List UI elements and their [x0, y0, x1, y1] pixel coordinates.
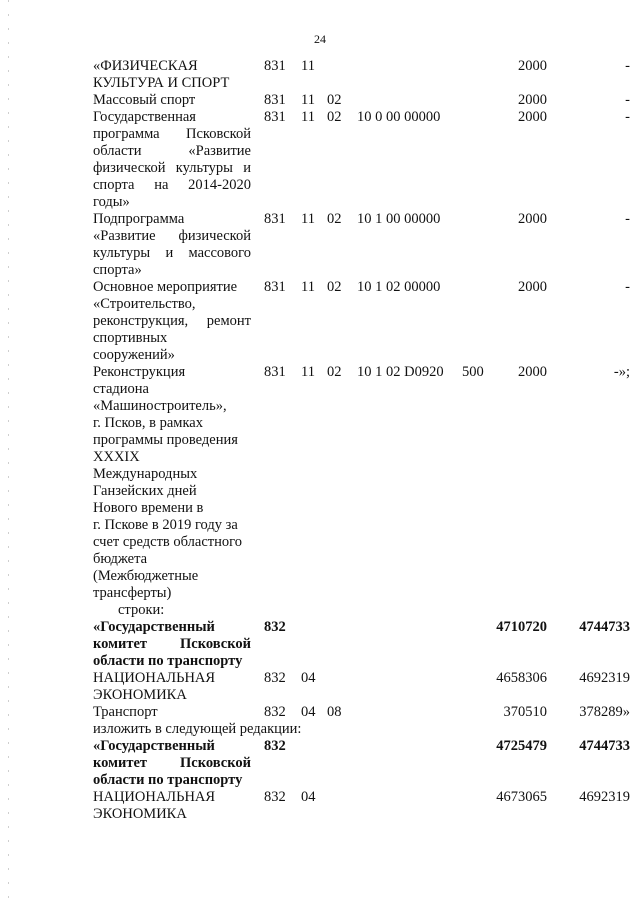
row-name-line: «Государственный: [93, 738, 215, 754]
section-code: 11: [301, 211, 315, 227]
amount-year-2: -: [625, 279, 630, 295]
target-article-code: 10 0 00 00000: [357, 109, 441, 125]
amount-year-1: 4673065: [496, 789, 547, 805]
table-rows-sport: [0, 58, 640, 602]
subsection-code: 02: [327, 364, 342, 380]
section-code: 11: [301, 109, 315, 125]
row-name-line: счет средств областного: [93, 534, 242, 550]
amount-year-2: -: [625, 109, 630, 125]
ved-code: 832: [264, 670, 286, 686]
row-name-line: области «Развитие: [93, 143, 251, 159]
row-name-line: Транспорт: [93, 704, 158, 720]
row-name-line: области по транспорту: [93, 772, 243, 788]
row-name-line: комитет Псковской: [93, 636, 251, 652]
subsection-code: 02: [327, 211, 342, 227]
ved-code: 832: [264, 789, 286, 805]
row-name-line: Подпрограмма: [93, 211, 185, 227]
row-name-line: «Строительство,: [93, 296, 196, 312]
table-row: [0, 704, 640, 721]
ved-code: 831: [264, 364, 286, 380]
target-article-code: 10 1 00 00000: [357, 211, 441, 227]
row-name-line: НАЦИОНАЛЬНАЯ: [93, 789, 216, 805]
section-code: 04: [301, 670, 316, 686]
amount-year-1: 2000: [518, 364, 547, 380]
table-row: [0, 109, 640, 211]
section-code: 11: [301, 279, 315, 295]
ved-code: 831: [264, 58, 286, 74]
row-name-line: «ФИЗИЧЕСКАЯ: [93, 58, 198, 74]
row-name-line: «Развитие физической: [93, 228, 251, 244]
expense-type-code: 500: [462, 364, 484, 380]
amount-year-1: 4710720: [496, 619, 547, 635]
row-name-line: Массовый спорт: [93, 92, 196, 108]
row-name-line: Реконструкция: [93, 364, 186, 380]
ved-code: 832: [264, 619, 286, 635]
subsection-code: 02: [327, 92, 342, 108]
table-row: [0, 211, 640, 279]
subsection-code: 02: [327, 279, 342, 295]
amount-year-2: 378289»: [579, 704, 630, 720]
row-name-line: физической культуры и: [93, 160, 251, 176]
table-row: [0, 670, 640, 704]
amount-year-1: 2000: [518, 92, 547, 108]
budget-table-fragment: [0, 58, 640, 823]
ved-code: 832: [264, 738, 286, 754]
text-strings-label: строки:: [118, 602, 165, 618]
amount-year-1: 2000: [518, 58, 547, 74]
ved-code: 831: [264, 279, 286, 295]
amount-year-1: 2000: [518, 109, 547, 125]
row-name-line: программа Псковской: [93, 126, 251, 142]
row-name-line: культуры и массового: [93, 245, 251, 261]
amount-year-1: 2000: [518, 211, 547, 227]
section-code: 04: [301, 789, 316, 805]
row-name: [93, 364, 251, 602]
row-name-line: г. Пскове в 2019 году за: [93, 517, 238, 533]
row-name-line: ЭКОНОМИКА: [93, 806, 187, 822]
amount-year-1: 370510: [503, 704, 547, 720]
row-name-line: годы»: [93, 194, 130, 210]
amount-year-2: 4692319: [579, 670, 630, 686]
target-article-code: 10 1 02 00000: [357, 279, 441, 295]
table-row: [0, 738, 640, 789]
amount-year-2: -»;: [613, 364, 630, 380]
amount-year-1: 4725479: [496, 738, 547, 754]
row-name-line: ЭКОНОМИКА: [93, 687, 187, 703]
row-name-line: XXXIX: [93, 449, 140, 465]
row-name: [93, 789, 251, 823]
text-edit-instruction: изложить в следующей редакции:: [93, 721, 302, 737]
ved-code: 831: [264, 211, 286, 227]
section-code: 04: [301, 704, 316, 720]
row-name-line: (Межбюджетные: [93, 568, 199, 584]
row-name-line: «Государственный: [93, 619, 215, 635]
amount-year-2: 4744733: [579, 738, 630, 754]
row-name-line: области по транспорту: [93, 653, 243, 669]
row-name-line: Нового времени в: [93, 500, 204, 516]
row-name-line: спорта»: [93, 262, 142, 278]
table-row: [0, 619, 640, 670]
row-name: [93, 58, 251, 92]
row-name: [93, 211, 251, 279]
row-name: [93, 704, 251, 721]
row-name-line: Ганзейских дней: [93, 483, 197, 499]
row-name-line: комитет Псковской: [93, 755, 251, 771]
row-name-line: трансферты): [93, 585, 172, 601]
subsection-code: 02: [327, 109, 342, 125]
table-row: [0, 789, 640, 823]
row-name: [93, 670, 251, 704]
table-row: [0, 58, 640, 92]
table-row: [0, 364, 640, 602]
table-rows-old: [0, 619, 640, 721]
amount-year-2: 4744733: [579, 619, 630, 635]
amount-year-2: 4692319: [579, 789, 630, 805]
amount-year-1: 2000: [518, 279, 547, 295]
row-name-line: спортивных: [93, 330, 168, 346]
row-name-line: НАЦИОНАЛЬНАЯ: [93, 670, 216, 686]
row-name: [93, 738, 251, 789]
amount-year-2: -: [625, 211, 630, 227]
row-name: [93, 619, 251, 670]
table-rows-new: [0, 738, 640, 823]
page-number: 24: [314, 32, 326, 46]
row-name-line: Государственная: [93, 109, 196, 125]
row-name-line: Международных: [93, 466, 198, 482]
ved-code: 831: [264, 109, 286, 125]
target-article-code: 10 1 02 D0920: [357, 364, 444, 380]
row-name: [93, 109, 251, 211]
row-name: [93, 92, 251, 109]
row-name-line: бюджета: [93, 551, 148, 567]
ved-code: 832: [264, 704, 286, 720]
row-name-line: программы проведения: [93, 432, 238, 448]
amount-year-2: -: [625, 92, 630, 108]
amount-year-1: 4658306: [496, 670, 547, 686]
table-row: [0, 279, 640, 364]
section-code: 11: [301, 364, 315, 380]
subsection-code: 08: [327, 704, 342, 720]
row-name-line: сооружений»: [93, 347, 175, 363]
row-name-line: Основное мероприятие: [93, 279, 238, 295]
row-name: [93, 279, 251, 364]
row-name-line: стадиона: [93, 381, 149, 397]
ved-code: 831: [264, 92, 286, 108]
row-name-line: «Машиностроитель»,: [93, 398, 227, 414]
section-code: 11: [301, 58, 315, 74]
section-code: 11: [301, 92, 315, 108]
amount-year-2: -: [625, 58, 630, 74]
row-name-line: г. Псков, в рамках: [93, 415, 203, 431]
row-name-line: реконструкция, ремонт: [93, 313, 251, 329]
table-row: [0, 92, 640, 109]
row-name-line: КУЛЬТУРА И СПОРТ: [93, 75, 230, 91]
row-name-line: спорта на 2014-2020: [93, 177, 251, 193]
